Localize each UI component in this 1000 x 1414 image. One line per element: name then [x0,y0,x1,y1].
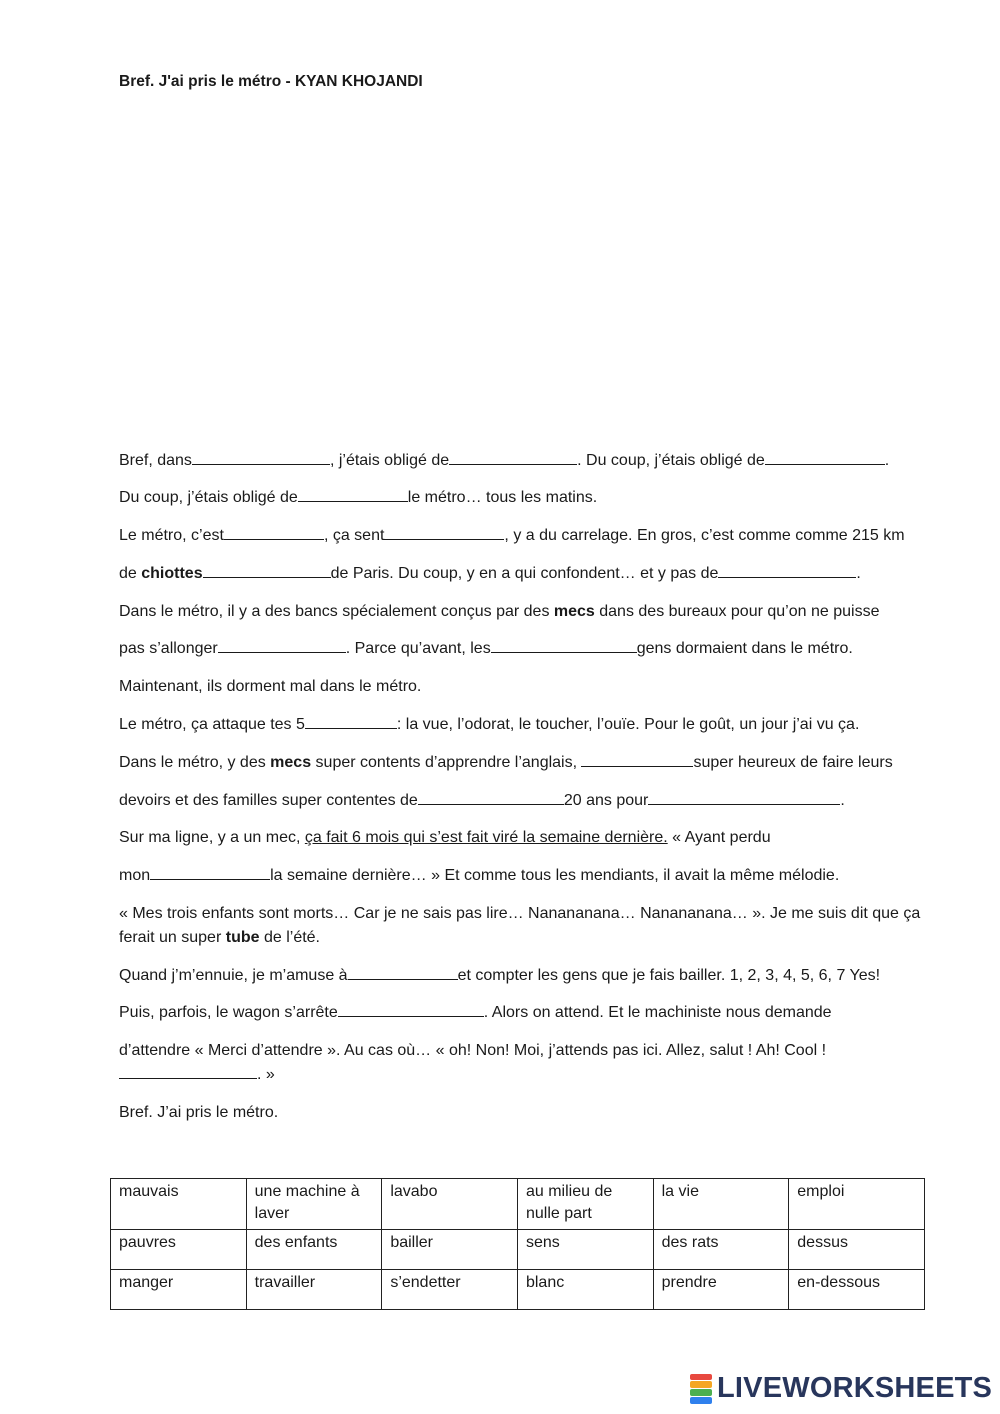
word-bank-cell: au milieu de nulle part [517,1179,653,1230]
sentence-2: Du coup, j’étais obligé de le métro… tous les matins. [119,486,939,510]
word-bank-cell: s’endetter [382,1270,518,1310]
blank-9[interactable] [218,637,346,653]
sentence-10: devoirs et des familles super contentes de 20 ans pour . [119,789,939,813]
blank-5[interactable] [224,524,324,540]
sentence-8: Le métro, ça attaque tes 5 : la vue, l’odorat, le toucher, l’ouïe. Pour le goût, un jour j’ai vu ça. [119,713,939,737]
blank-11[interactable] [305,713,397,729]
word-bank-cell: des rats [653,1230,789,1270]
word-bank-cell: pauvres [111,1230,247,1270]
sentence-6: pas s’allonger . Parce qu’avant, les gens dormaient dans le métro. [119,637,939,661]
blank-4[interactable] [298,486,408,502]
word-bank-cell: travailler [246,1270,382,1310]
word-bank-cell: des enfants [246,1230,382,1270]
word-bank-cell: une machine à laver [246,1179,382,1230]
blank-13[interactable] [418,789,564,805]
sentence-11: Sur ma ligne, y a un mec, ça fait 6 mois qui s’est fait viré la semaine dernière. « Ayant perdu [119,829,771,846]
blank-18[interactable] [119,1063,257,1079]
brand-name: LIVEWORKSHEETS [717,1372,993,1404]
word-bank-cell: emploi [789,1179,925,1230]
blank-12[interactable] [581,751,693,767]
sentence-7: Maintenant, ils dorment mal dans le métro. [119,678,422,695]
blank-2[interactable] [449,449,577,465]
worksheet-title: Bref. J'ai pris le métro - KYAN KHOJANDI [119,73,423,90]
blank-8[interactable] [718,562,856,578]
blank-6[interactable] [384,524,504,540]
sentence-1: Bref, dans , j’étais obligé de . Du coup, j’étais obligé de . [119,449,939,473]
word-bank-cell: manger [111,1270,247,1310]
sentence-4: de chiottes de Paris. Du coup, y en a qui confondent… et y pas de . [119,562,939,586]
sentence-14: Quand j’m’ennuie, je m’amuse à et compter les gens que je fais bailler. 1, 2, 3, 4, 5, 6, 7 Yes! [119,964,939,988]
sentence-16: d’attendre « Merci d’attendre ». Au cas où… « oh! Non! Moi, j’attends pas ici. Allez, salut ! Ah! Cool ! . » [119,1042,827,1083]
table-row [111,1270,925,1310]
word-bank-cell: dessus [789,1230,925,1270]
blank-17[interactable] [338,1001,484,1017]
sentence-9: Dans le métro, y des mecs super contents d’apprendre l’anglais, super heureux de faire leurs [119,751,939,775]
liveworksheets-logo[interactable] [690,1372,992,1405]
logo-block [690,1381,712,1388]
blank-3[interactable] [765,449,885,465]
logo-block [690,1389,712,1396]
blank-15[interactable] [150,864,270,880]
word-bank-cell: sens [517,1230,653,1270]
table-row [111,1230,925,1270]
table-row [111,1179,925,1230]
blank-14[interactable] [648,789,840,805]
blank-1[interactable] [192,449,330,465]
word-bank-cell: en-dessous [789,1270,925,1310]
word-bank-cell: blanc [517,1270,653,1310]
logo-block [690,1397,712,1404]
sentence-3: Le métro, c’est , ça sent , y a du carrelage. En gros, c’est comme comme 215 km [119,524,939,548]
blank-16[interactable] [348,964,458,980]
word-bank-cell: prendre [653,1270,789,1310]
blank-7[interactable] [203,562,331,578]
word-bank-table [110,1178,925,1310]
sentence-13: « Mes trois enfants sont morts… Car je ne sais pas lire… Nanananana… Nanananana… ». Je me suis dit que ça ferait un super tube de l’été. [119,905,921,946]
blank-10[interactable] [491,637,637,653]
word-bank-cell: mauvais [111,1179,247,1230]
word-bank-cell: bailler [382,1230,518,1270]
sentence-5: Dans le métro, il y a des bancs spécialement conçus par des mecs dans des bureaux pour qu’on ne puisse [119,603,880,620]
word-bank-cell: lavabo [382,1179,518,1230]
liveworksheets-logo-icon [690,1374,712,1404]
closing-line: Bref. J’ai pris le métro. [119,1104,279,1121]
sentence-12: mon la semaine dernière… » Et comme tous les mendiants, il avait la même mélodie. [119,864,939,888]
word-bank-cell: la vie [653,1179,789,1230]
sentence-15: Puis, parfois, le wagon s’arrête . Alors on attend. Et le machiniste nous demande [119,1001,939,1025]
logo-block [690,1374,712,1381]
